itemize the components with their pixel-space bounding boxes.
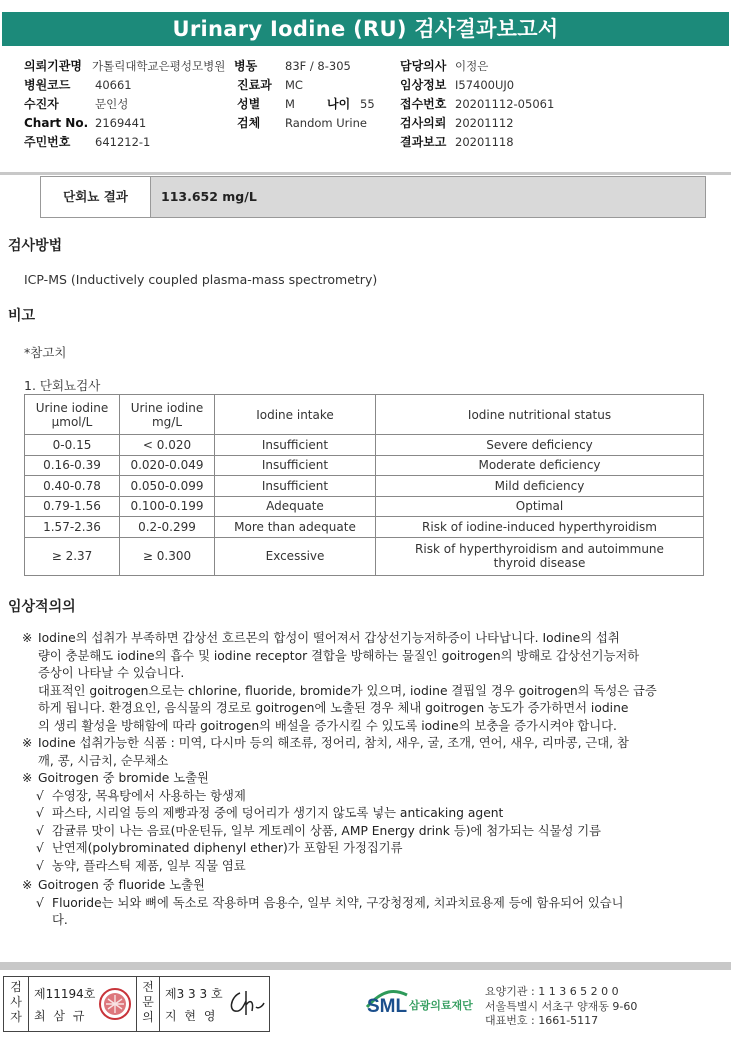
address: 서울특별시 서초구 양재동 9-60 [485,999,638,1013]
cell: 0.050-0.099 [120,476,215,497]
list-item: √ 파스타, 시리얼 등의 제빵과정 중에 덩어리가 생기지 않도록 넣는 anticaking agent [22,805,694,823]
specialist-label: 전 문 의 [142,980,154,1024]
cell: Adequate [215,496,376,517]
age-label: 나이 [327,97,351,111]
check-icon: √ [36,788,44,803]
resident-no-value: 641212-1 [95,135,151,149]
chart-no-label: Chart No. [24,116,89,130]
result-value: 113.652 mg/L [161,189,257,204]
cell: < 0.020 [120,435,215,456]
footer-divider [0,962,731,970]
table-row [25,455,704,476]
chart-no-value: 2169441 [95,116,147,130]
request-date-value: 20201112 [455,116,514,130]
specimen-label: 검체 [237,116,261,130]
check-icon: √ [36,858,44,873]
cell: Insufficient [215,455,376,476]
report-date-label: 결과보고 [400,135,447,149]
table-row [25,435,704,456]
header-mg: Urine iodine mg/L [120,395,215,435]
list-item: √ 농약, 플라스틱 제품, 일부 직물 염료 [22,858,694,876]
check-icon: √ [36,841,44,855]
result-label: 단회뇨 결과 [41,177,151,217]
cell: 0.020-0.049 [120,455,215,476]
cell: 0.100-0.199 [120,496,215,517]
check-icon: √ [36,823,44,838]
fluoride-sources: ※ Goitrogen 중 fluoride 노출원 [22,877,694,895]
note-mark: ※ [22,771,33,785]
cell: More than adequate [215,517,376,538]
cell: Insufficient [215,476,376,497]
method-title: 검사방법 [8,238,63,254]
clinical-significance [22,630,694,930]
hospital-code-label: 병원코드 [24,78,71,92]
phone: 대표번호 : 1661-5117 [485,1014,599,1027]
examiner-name: 최 삼 규 [34,1009,87,1023]
list-item: √ 감귤류 맛이 나는 음료(마운틴듀, 일부 게토레이 상품, AMP Energy drink 등)에 첨가되는 식물성 기름 [22,823,694,841]
examiner-label: 검 사 자 [10,980,22,1024]
cell: ≥ 2.37 [25,537,120,575]
logo-name: 삼광의료재단 [409,999,473,1012]
sex-value: M [285,97,295,111]
cell: Risk of iodine-induced hyperthyroidism [376,517,704,538]
cell: Mild deficiency [376,476,704,497]
cell: Optimal [376,496,704,517]
specialist-no: 제3 3 3 호 [165,987,223,1001]
note-mark: ※ [22,878,33,892]
receipt-no-label: 접수번호 [400,97,447,111]
header-intake: Iodine intake [215,395,376,435]
method-text: ICP-MS (Inductively coupled plasma-mass spectrometry) [24,272,378,287]
table-row [25,476,704,497]
ward-label: 병동 [234,59,258,73]
clinical-info-value: I57400UJ0 [455,78,515,92]
sml-logo [365,985,480,1023]
clinical-title: 임상적의의 [8,599,76,615]
age-value: 55 [360,97,375,111]
hospital-code-value: 40661 [95,78,132,92]
sex-label: 성별 [237,97,261,111]
clinical-info-label: 임상정보 [400,78,447,92]
specimen-value: Random Urine [285,116,367,130]
examiner-seal [98,987,132,1024]
request-date-label: 검사의뢰 [400,116,447,130]
table-row [25,517,704,538]
list-item: √ 수영장, 목욕탕에서 사용하는 항생제 [22,788,694,806]
cell: 0.40-0.78 [25,476,120,497]
result-box [40,176,706,218]
cell: Severe deficiency [376,435,704,456]
check-icon: √ [36,806,44,820]
table-row [25,537,704,575]
signature-box [3,976,270,1032]
cell: 0.16-0.39 [25,455,120,476]
cell: 0-0.15 [25,435,120,456]
logo-mark: SML [367,996,408,1017]
clinical-paragraph-1: ※ Iodine의 섭취가 부족하면 갑상선 호르몬의 합성이 떨어져서 갑상선기능저하증이 나타납니다. Iodine의 섭취 량이 충분해도 iodine의 흡수 및 iodine receptor 결합을 방해하는 물질인 goitrogen의 방해로 갑상선기능저하 증상이 나타날 수 있습니다. 대표적인 goitrogen으로는 chlorine, fluoride, bromide가 있으며, iodine 결핍일 경우 goitrogen의 독성은 급증 하게 됩니다. 환경요인, 음식물의 경로로 goitrogen에 노출된 경우 체내 goitrogen 농도가 증가하면서 iodine 의 생리 활성을 방해함에 따라 goitrogen의 배설을 증가시킬 수 있도록 iodine의 보충을 증가시켜야 합니다. [22,631,657,733]
cell: Excessive [215,537,376,575]
cell: 1.57-2.36 [25,517,120,538]
collector-value: 문인성 [95,97,129,111]
list-item: √ 난연제(polybrominated diphenyl ether)가 포함된 가정집기류 [22,840,694,858]
note-mark: ※ [22,631,33,645]
list-item: √ Fluoride는 뇌와 뼈에 독소로 작용하며 음용수, 일부 치약, 구강청정제, 치과치료용제 등에 함유되어 있습니 다. [36,895,624,927]
cell: Risk of hyperthyroidism and autoimmune thyroid disease [376,537,704,575]
examiner-no: 제11194호 [34,987,96,1001]
reference-table [24,394,704,576]
table-title: 1. 단회뇨검사 [24,378,101,393]
institution-value: 가톨릭대학교은평성모병원 [92,59,226,73]
note-mark: ※ [22,736,33,750]
table-row [25,496,704,517]
check-icon: √ [36,895,44,910]
specialist-name: 지 현 영 [165,1009,218,1023]
institution-label: 의뢰기관명 [24,59,82,73]
cell: 0.2-0.299 [120,517,215,538]
clinical-paragraph-2: ※ Iodine 섭취가능한 식품 : 미역, 다시마 등의 해조류, 정어리, 참치, 새우, 굴, 조개, 연어, 새우, 리마콩, 근대, 참 깨, 콩, 시금치, 순무채소 [22,736,629,768]
doctor-value: 이정은 [455,59,489,73]
cell: Insufficient [215,435,376,456]
contact-info [485,985,637,1029]
cell: Moderate deficiency [376,455,704,476]
resident-no-label: 주민번호 [24,135,71,149]
header-status: Iodine nutritional status [376,395,704,435]
divider [0,172,731,175]
bromide-sources: ※ Goitrogen 중 bromide 노출원 [22,770,694,788]
collector-label: 수진자 [24,97,59,111]
header-umol: Urine iodine μmol/L [25,395,120,435]
patient-info [24,57,714,152]
report-title: Urinary Iodine (RU) 검사결과보고서 [2,12,729,46]
table-header-row [25,395,704,435]
specialist-signature [226,987,266,1024]
receipt-no-value: 20201112-05061 [455,97,555,111]
cell: 0.79-1.56 [25,496,120,517]
remarks-title: 비고 [8,308,36,324]
department-value: MC [285,78,303,92]
doctor-label: 담당의사 [400,59,447,73]
cell: ≥ 0.300 [120,537,215,575]
department-label: 진료과 [237,78,272,92]
report-date-value: 20201118 [455,135,514,149]
ward-value: 83F / 8-305 [285,59,351,73]
reference-note: *참고치 [24,345,67,360]
care-org-no: 요양기관 : 1 1 3 6 5 2 0 0 [485,985,619,998]
